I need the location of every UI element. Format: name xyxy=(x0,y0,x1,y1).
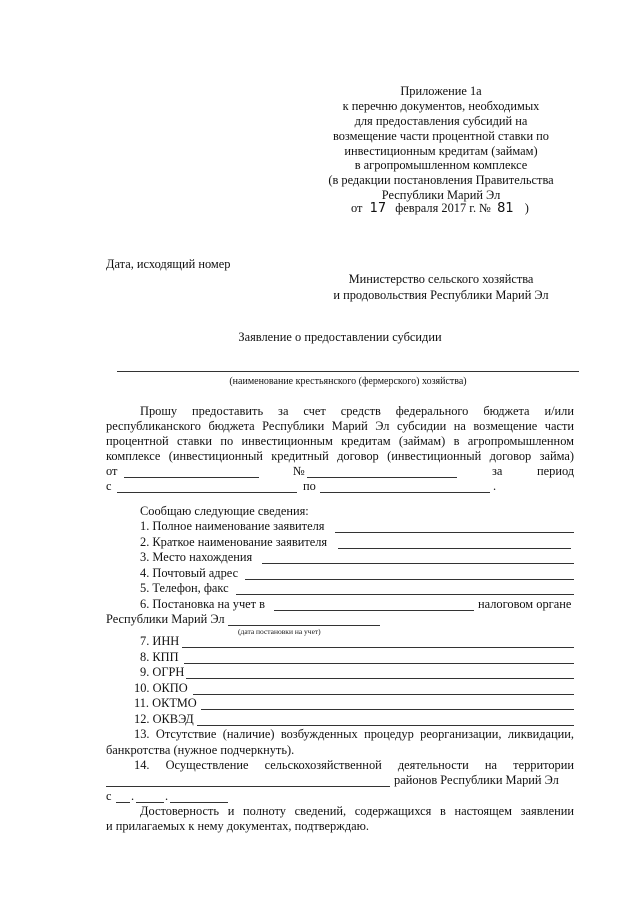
header-line: Республики Марий Эл xyxy=(381,188,501,203)
period-start-field[interactable] xyxy=(117,492,297,493)
okved-field[interactable] xyxy=(197,725,574,726)
activity-day-field[interactable] xyxy=(116,802,130,803)
header-line: для предоставления субсидий на xyxy=(354,113,528,128)
farm-caption: (наименование крестьянского (фермерского) хозяйства) xyxy=(229,376,467,387)
contract-number-field[interactable] xyxy=(307,477,457,478)
contract-date-field[interactable] xyxy=(124,477,259,478)
ogrn-field[interactable] xyxy=(186,678,574,679)
from-label: от xyxy=(106,464,118,478)
activity-year-field[interactable] xyxy=(170,802,228,803)
header-line: инвестиционным кредитам (займам) xyxy=(344,143,538,158)
location-field[interactable] xyxy=(262,563,574,564)
kpp-field[interactable] xyxy=(184,663,574,664)
header-line: в агропромышленном комплексе xyxy=(354,158,528,173)
request-line-1: Прошу предоставить за счет средств федерального бюджета и/или xyxy=(140,404,574,418)
field-label-location: 3. Место нахождения xyxy=(140,550,253,564)
field-label-inn: 7. ИНН xyxy=(140,634,180,648)
since-label: с xyxy=(106,479,112,493)
addressee-line-2: и продовольствия Республики Марий Эл xyxy=(333,288,549,302)
field-label-registration: 6. Постановка на учет в xyxy=(140,597,266,611)
short-name-field[interactable] xyxy=(338,548,571,549)
date-label: Дата, исходящий номер xyxy=(106,257,231,271)
request-line-2: республиканского бюджета Республики Марий Эл субсидии на возмещение части xyxy=(106,419,574,433)
number-label: № xyxy=(293,464,305,478)
request-line-4: комплексе (инвестиционный кредитный договор (инвестиционный договор займа) xyxy=(106,449,574,463)
field-label-okved: 12. ОКВЭД xyxy=(134,712,194,726)
okpo-field[interactable] xyxy=(193,694,574,695)
full-name-field[interactable] xyxy=(335,532,574,533)
date-day: 17 xyxy=(369,201,387,216)
registration-date-caption: (дата постановки на учет) xyxy=(238,627,321,636)
header-line: (в редакции постановления Правительства xyxy=(328,173,554,188)
phone-fax-field[interactable] xyxy=(236,594,574,595)
addressee-line-1: Министерство сельского хозяйства xyxy=(348,272,534,286)
activity-since-label: с xyxy=(106,789,112,803)
header-line: к перечню документов, необходимых xyxy=(342,98,540,113)
registration-place-field[interactable] xyxy=(274,610,474,611)
field-label-ogrn: 9. ОГРН xyxy=(140,665,185,679)
header-line: Приложение 1а xyxy=(400,84,482,98)
for-label: за xyxy=(492,464,503,478)
activity-month-field[interactable] xyxy=(136,802,164,803)
districts-field[interactable] xyxy=(106,786,390,787)
date-dot-2: . xyxy=(165,789,169,803)
appendix-header xyxy=(300,84,582,203)
republic-label: Республики Марий Эл xyxy=(106,612,225,626)
date-rest: февраля 2017 г. № xyxy=(395,201,491,215)
field-label-phone: 5. Телефон, факс xyxy=(140,581,229,595)
date-dot-1: . xyxy=(131,789,135,803)
confirm-line-1: Достоверность и полноту сведений, содержащихся в настоящем заявлении xyxy=(140,804,574,818)
info-intro: Сообщаю следующие сведения: xyxy=(140,504,309,518)
document-title: Заявление о предоставлении субсидии xyxy=(238,330,442,344)
item13-line-2: банкротства (нужное подчеркнуть). xyxy=(106,743,295,757)
request-line-3: процентной ставки по инвестиционным кредитам (займам) в агропромышленном xyxy=(106,434,574,448)
till-label: по xyxy=(303,479,316,493)
farm-name-line[interactable] xyxy=(117,371,579,372)
header-line: возмещение части процентной ставки по xyxy=(332,128,550,143)
oktmo-field[interactable] xyxy=(201,709,574,710)
field-label-full-name: 1. Полное наименование заявителя xyxy=(140,519,325,533)
period-label: период xyxy=(537,464,575,478)
close-paren: ) xyxy=(524,201,529,215)
doc-number: 81 xyxy=(497,201,514,216)
inn-field[interactable] xyxy=(182,647,574,648)
field-label-kpp: 8. КПП xyxy=(140,650,179,664)
districts-label: районов Республики Марий Эл xyxy=(394,773,559,787)
tax-authority-label: налоговом органе xyxy=(478,597,572,611)
date-prefix: от xyxy=(351,201,363,215)
confirm-line-2: и прилагаемых к нему документах, подтверждаю. xyxy=(106,819,369,833)
postal-address-field[interactable] xyxy=(245,579,574,580)
field-label-oktmo: 11. ОКТМО xyxy=(134,696,197,710)
item13-line-1: 13. Отсутствие (наличие) возбужденных процедур реорганизации, ликвидации, xyxy=(134,727,574,741)
resolution-date xyxy=(351,201,529,216)
field-label-short-name: 2. Краткое наименование заявителя xyxy=(140,535,328,549)
period-end-field[interactable] xyxy=(320,492,490,493)
field-label-okpo: 10. ОКПО xyxy=(134,681,188,695)
period-dot: . xyxy=(493,479,497,493)
field-label-postal: 4. Почтовый адрес xyxy=(140,566,239,580)
item14-line-1: 14. Осуществление сельскохозяйственной деятельности на территории xyxy=(134,758,574,772)
